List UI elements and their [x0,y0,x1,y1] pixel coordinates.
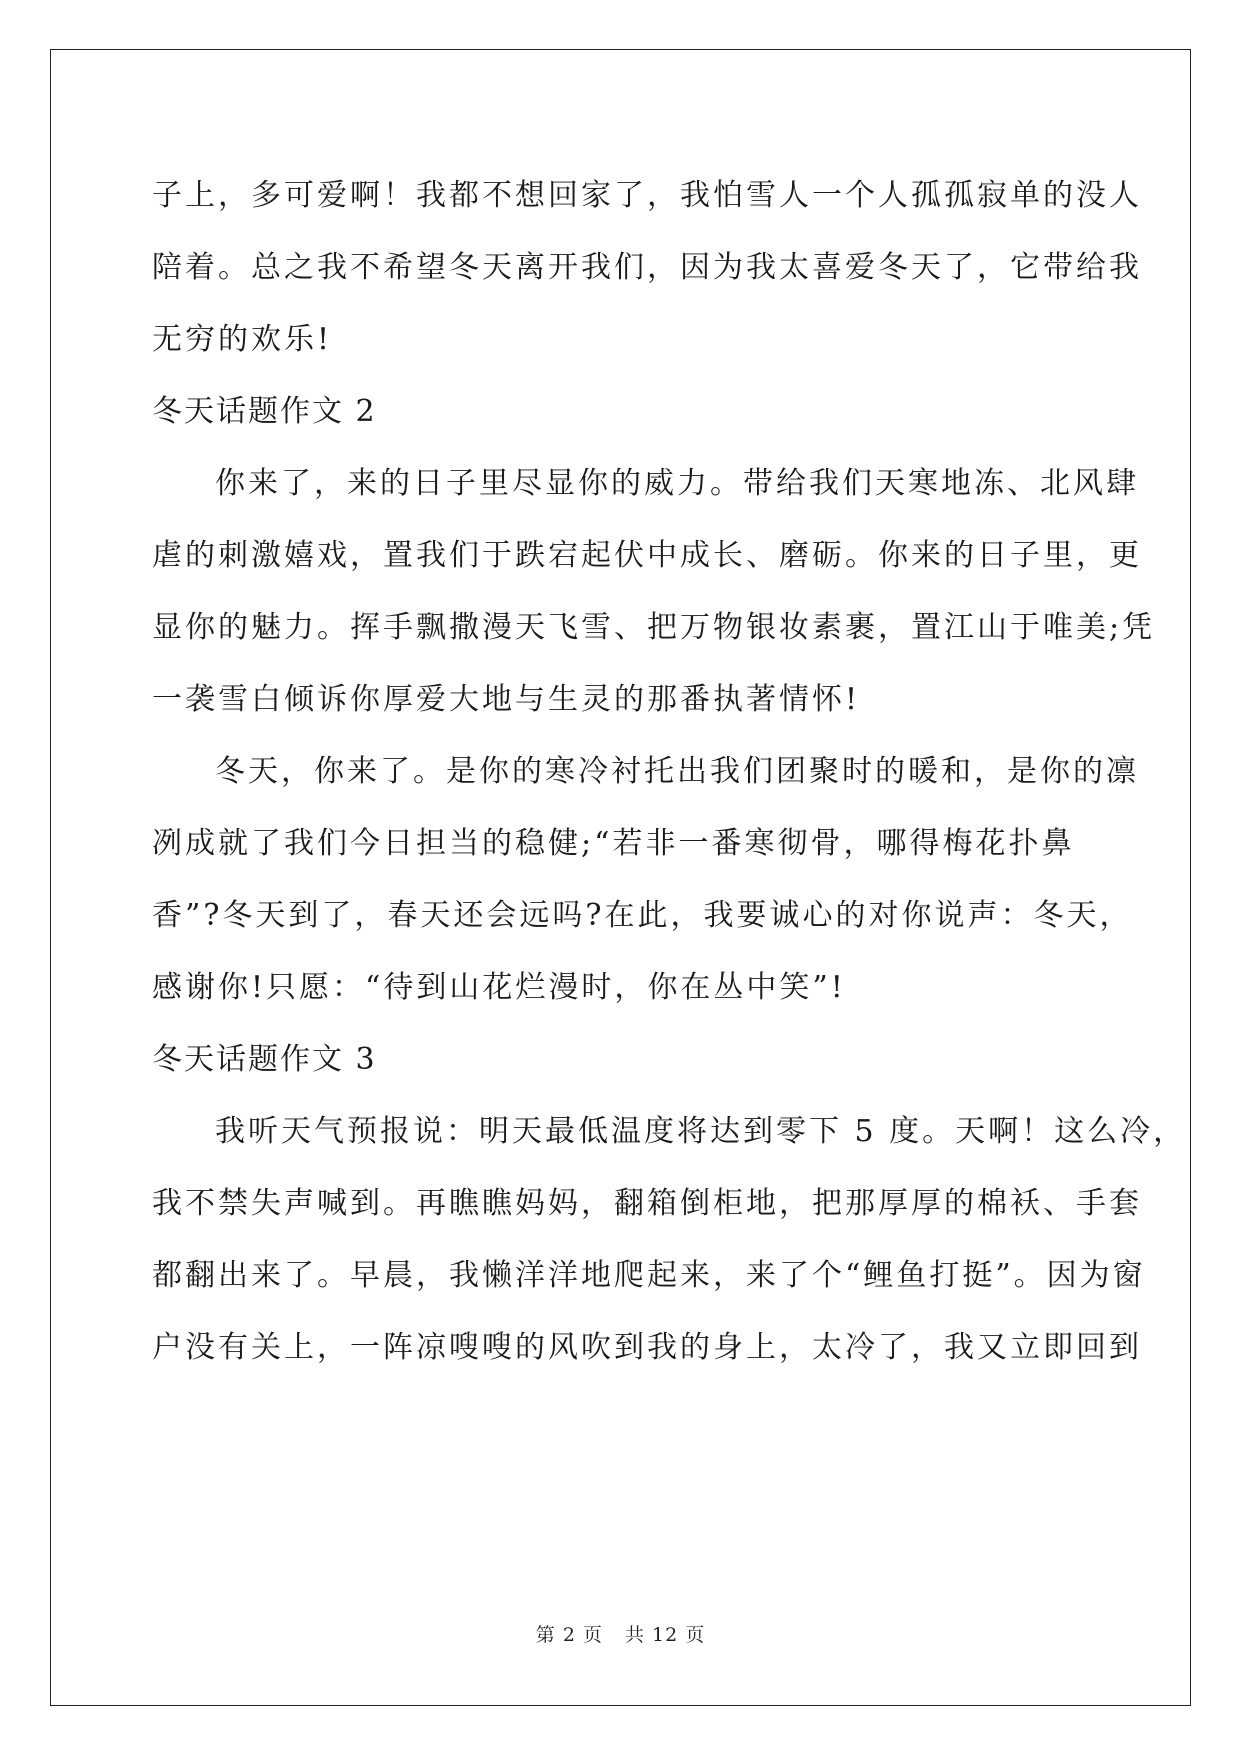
page-total: 共 12 页 [624,1624,706,1646]
section-heading: 冬天话题作文 2 [152,394,377,429]
text-line: 无穷的欢乐! [152,322,333,357]
document-body [152,160,1187,1384]
text-line: 感谢你!只愿：“待到山花烂漫时，你在丛中笑”! [152,970,846,1005]
text-line: 户没有关上，一阵凉嗖嗖的风吹到我的身上，太冷了，我又立即回到 [152,1330,1142,1365]
text-line: 都翻出来了。早晨，我懒洋洋地爬起来，来了个“鲤鱼打挺”。因为窗 [152,1258,1146,1293]
section-heading: 冬天话题作文 3 [152,1042,377,1077]
text-line: 子上，多可爱啊！我都不想回家了，我怕雪人一个人孤孤寂单的没人 [152,178,1142,213]
text-line: 一袭雪白倾诉你厚爱大地与生灵的那番执著情怀! [152,682,861,717]
page-number: 第 2 页 [535,1624,603,1646]
text-line: 冽成就了我们今日担当的稳健;“若非一番寒彻骨，哪得梅花扑鼻 [152,826,1075,861]
text-line: 陪着。总之我不希望冬天离开我们，因为我太喜爱冬天了，它带给我 [152,250,1142,285]
page-footer [0,1620,1241,1647]
text-line: 我听天气预报说：明天最低温度将达到零下 5 度。天啊！这么冷， [215,1114,1187,1149]
text-line: 你来了，来的日子里尽显你的威力。带给我们天寒地冻、北风肆 [215,466,1139,501]
text-line: 显你的魅力。挥手飘撒漫天飞雪、把万物银妆素裹，置江山于唯美;凭 [152,610,1156,645]
text-line: 香”?冬天到了，春天还会远吗?在此，我要诚心的对你说声：冬天， [152,898,1133,933]
text-line: 虐的刺激嬉戏，置我们于跌宕起伏中成长、磨砺。你来的日子里，更 [152,538,1142,573]
text-line: 我不禁失声喊到。再瞧瞧妈妈，翻箱倒柜地，把那厚厚的棉袄、手套 [152,1186,1142,1221]
text-line: 冬天，你来了。是你的寒冷衬托出我们团聚时的暖和，是你的凛 [215,754,1139,789]
